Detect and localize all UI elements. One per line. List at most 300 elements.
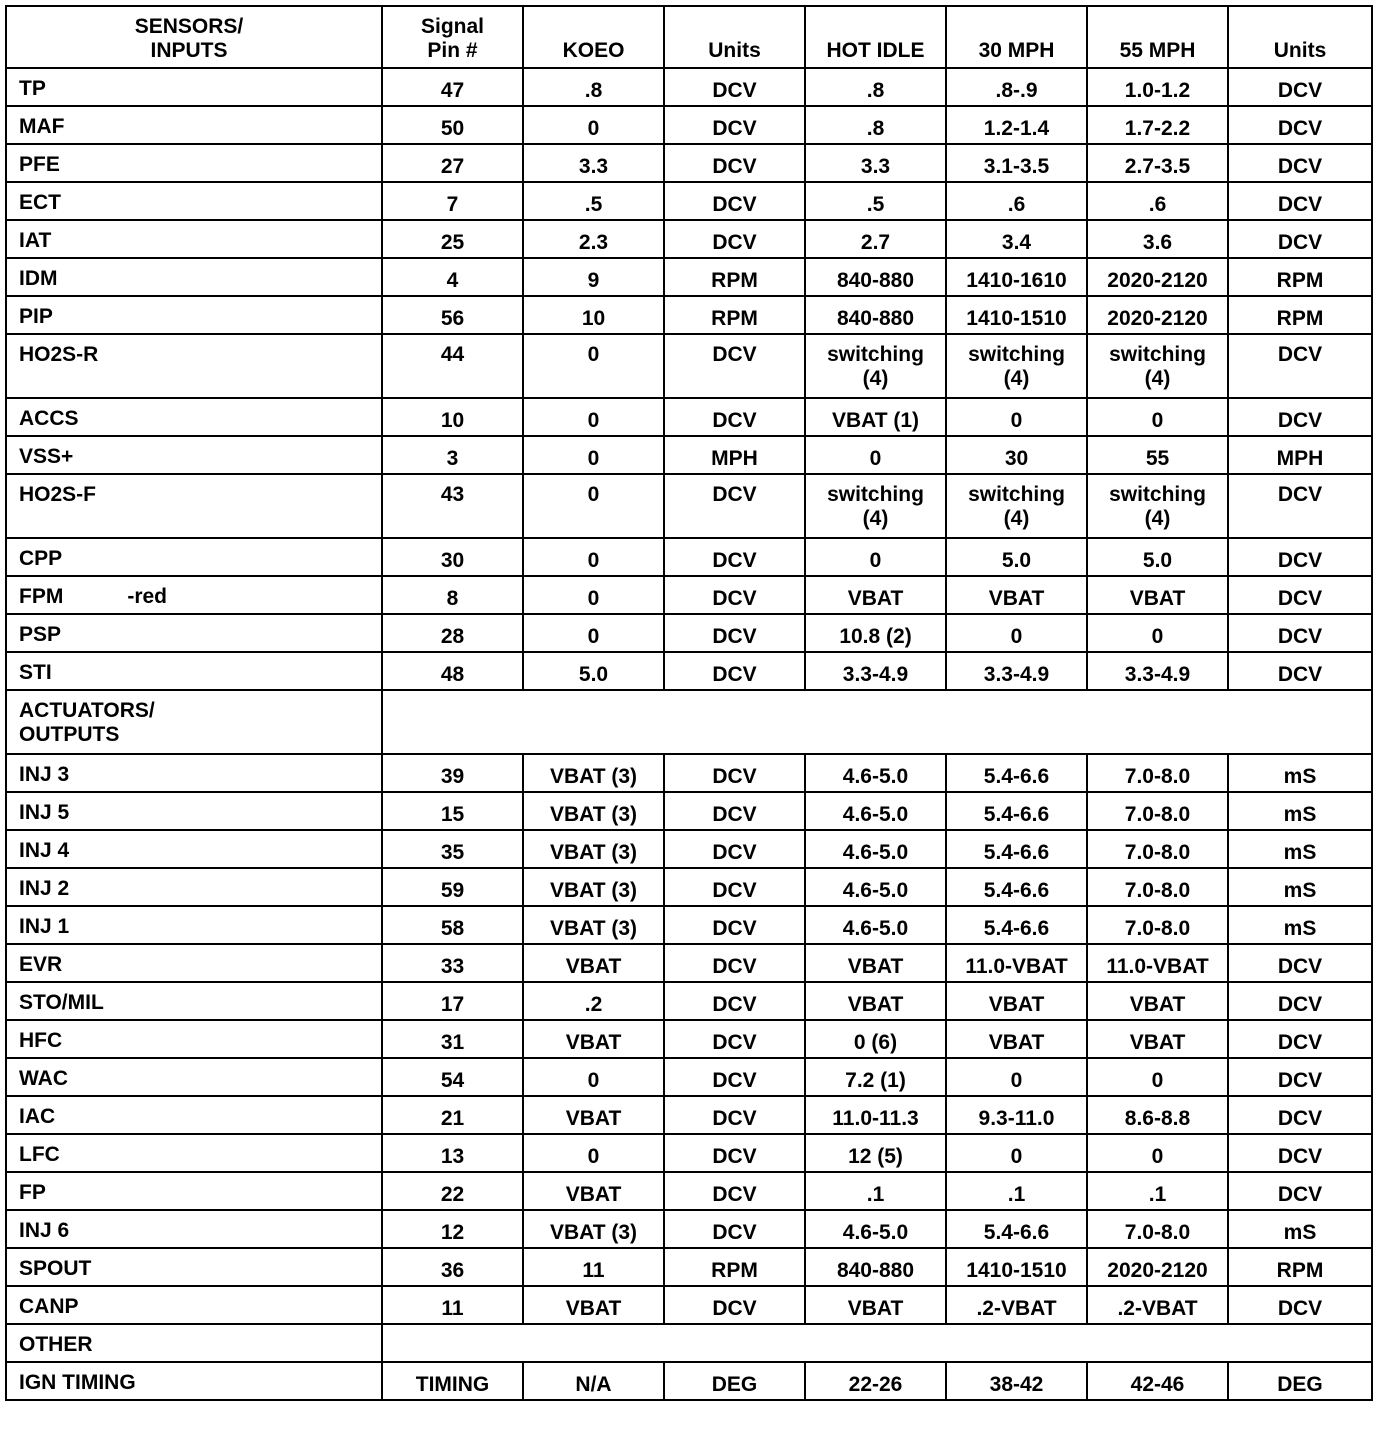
cell-30-mph bbox=[946, 538, 1087, 576]
cell-value: DCV bbox=[1277, 1069, 1323, 1092]
cell-signal-pin bbox=[382, 1210, 523, 1248]
cell-value: 54 bbox=[440, 1069, 465, 1092]
cell-units bbox=[664, 906, 805, 944]
cell-note: (4) bbox=[1144, 367, 1171, 390]
cell-value: .8-.9 bbox=[995, 79, 1038, 102]
cell-30-mph bbox=[946, 614, 1087, 652]
cell-55-mph bbox=[1087, 1210, 1228, 1248]
cell-units-2 bbox=[1228, 296, 1372, 334]
cell-units-2 bbox=[1228, 1096, 1372, 1134]
row-name-label: HO2S-F bbox=[19, 483, 97, 506]
cell-value: 21 bbox=[440, 1107, 465, 1130]
cell-value: 7.0-8.0 bbox=[1124, 917, 1191, 940]
table-row bbox=[6, 474, 1372, 538]
header-signal-line2: Pin # bbox=[427, 39, 478, 62]
cell-units-2 bbox=[1228, 398, 1372, 436]
cell-signal-pin bbox=[382, 258, 523, 296]
cell-value: VBAT (3) bbox=[549, 1221, 638, 1244]
cell-units bbox=[664, 1286, 805, 1324]
cell-value: 5.4-6.6 bbox=[983, 841, 1050, 864]
cell-value: RPM bbox=[711, 269, 758, 292]
cell-hot-idle bbox=[805, 614, 946, 652]
cell-hot-idle bbox=[805, 576, 946, 614]
cell-hot-idle bbox=[805, 68, 946, 106]
cell-55-mph bbox=[1087, 1134, 1228, 1172]
cell-value: 3 bbox=[446, 447, 459, 470]
cell-value: .5 bbox=[584, 193, 603, 216]
table-row bbox=[6, 436, 1372, 474]
cell-value: DCV bbox=[1277, 1031, 1323, 1054]
cell-hot-idle bbox=[805, 652, 946, 690]
cell-signal-pin bbox=[382, 1248, 523, 1286]
cell-30-mph bbox=[946, 1172, 1087, 1210]
table-row bbox=[6, 792, 1372, 830]
cell-value: 5.4-6.6 bbox=[983, 917, 1050, 940]
cell-hot-idle bbox=[805, 754, 946, 792]
cell-value: 7.0-8.0 bbox=[1124, 879, 1191, 902]
cell-30-mph bbox=[946, 868, 1087, 906]
cell-value: 7.0-8.0 bbox=[1124, 765, 1191, 788]
cell-value: 5.4-6.6 bbox=[983, 765, 1050, 788]
cell-value: RPM bbox=[711, 307, 758, 330]
cell-signal-pin bbox=[382, 982, 523, 1020]
cell-value: 8 bbox=[446, 587, 459, 610]
table-row bbox=[6, 1172, 1372, 1210]
row-name bbox=[6, 1020, 382, 1058]
cell-value: 43 bbox=[440, 483, 465, 506]
section-other-blank bbox=[382, 1324, 1372, 1362]
cell-value: DCV bbox=[1277, 663, 1323, 686]
cell-units bbox=[664, 1248, 805, 1286]
cell-30-mph bbox=[946, 652, 1087, 690]
table-row bbox=[6, 1286, 1372, 1324]
cell-value: 0 bbox=[869, 447, 882, 470]
cell-value: 31 bbox=[440, 1031, 465, 1054]
cell-value: DCV bbox=[1277, 343, 1323, 366]
table-row bbox=[6, 1362, 1372, 1400]
cell-koeo bbox=[523, 144, 664, 182]
cell-value: 10.8 (2) bbox=[839, 625, 912, 648]
cell-value: .8 bbox=[866, 79, 885, 102]
header-signal-pin bbox=[382, 6, 523, 68]
cell-value: DCV bbox=[1277, 483, 1323, 506]
cell-units bbox=[664, 106, 805, 144]
row-name bbox=[6, 182, 382, 220]
row-name bbox=[6, 792, 382, 830]
cell-koeo bbox=[523, 1286, 664, 1324]
table-row bbox=[6, 906, 1372, 944]
cell-30-mph bbox=[946, 68, 1087, 106]
cell-koeo bbox=[523, 1362, 664, 1400]
cell-value: DCV bbox=[712, 343, 757, 366]
cell-hot-idle bbox=[805, 182, 946, 220]
cell-value: 1.0-1.2 bbox=[1124, 79, 1191, 102]
cell-55-mph bbox=[1087, 106, 1228, 144]
cell-value: DCV bbox=[1277, 79, 1323, 102]
row-name bbox=[6, 614, 382, 652]
cell-hot-idle bbox=[805, 258, 946, 296]
cell-koeo bbox=[523, 220, 664, 258]
cell-koeo bbox=[523, 576, 664, 614]
table-row bbox=[6, 868, 1372, 906]
cell-value: VBAT (3) bbox=[549, 765, 638, 788]
table-row bbox=[6, 398, 1372, 436]
row-name-label: EVR bbox=[19, 953, 63, 976]
cell-units bbox=[664, 220, 805, 258]
cell-value: DCV bbox=[1277, 231, 1323, 254]
cell-55-mph bbox=[1087, 1096, 1228, 1134]
cell-hot-idle bbox=[805, 144, 946, 182]
cell-signal-pin bbox=[382, 868, 523, 906]
cell-signal-pin bbox=[382, 334, 523, 398]
cell-value: 5.0 bbox=[1001, 549, 1032, 572]
row-name bbox=[6, 1172, 382, 1210]
section-title-line: OUTPUTS bbox=[19, 723, 120, 746]
cell-units bbox=[664, 436, 805, 474]
section-actuators-outputs bbox=[6, 690, 1372, 754]
cell-signal-pin bbox=[382, 906, 523, 944]
cell-value: 22 bbox=[440, 1183, 465, 1206]
cell-value: DCV bbox=[712, 1221, 757, 1244]
cell-value: VBAT bbox=[847, 587, 904, 610]
cell-value: 3.4 bbox=[1001, 231, 1032, 254]
cell-value: DCV bbox=[712, 409, 757, 432]
cell-note: (4) bbox=[1003, 367, 1030, 390]
cell-units-2 bbox=[1228, 576, 1372, 614]
cell-30-mph bbox=[946, 944, 1087, 982]
cell-units-2 bbox=[1228, 1172, 1372, 1210]
cell-30-mph bbox=[946, 792, 1087, 830]
cell-55-mph bbox=[1087, 652, 1228, 690]
cell-value: 7.0-8.0 bbox=[1124, 803, 1191, 826]
cell-value: 50 bbox=[440, 117, 465, 140]
cell-55-mph bbox=[1087, 1362, 1228, 1400]
row-name bbox=[6, 1134, 382, 1172]
row-name bbox=[6, 398, 382, 436]
cell-value: RPM bbox=[1276, 307, 1324, 330]
cell-30-mph bbox=[946, 220, 1087, 258]
row-name bbox=[6, 1210, 382, 1248]
cell-55-mph bbox=[1087, 792, 1228, 830]
header-sensors-line1: SENSORS/ bbox=[134, 15, 244, 38]
cell-signal-pin bbox=[382, 1172, 523, 1210]
cell-hot-idle bbox=[805, 474, 946, 538]
cell-koeo bbox=[523, 830, 664, 868]
cell-value: 0 (6) bbox=[853, 1031, 898, 1054]
cell-signal-pin bbox=[382, 1020, 523, 1058]
cell-value: VBAT bbox=[565, 955, 622, 978]
cell-value: VBAT (1) bbox=[831, 409, 920, 432]
cell-value: MPH bbox=[711, 447, 758, 470]
cell-30-mph bbox=[946, 1362, 1087, 1400]
cell-55-mph bbox=[1087, 754, 1228, 792]
cell-value: .2-VBAT bbox=[976, 1297, 1057, 1320]
cell-value: 4.6-5.0 bbox=[842, 879, 909, 902]
cell-value: DCV bbox=[1277, 1183, 1323, 1206]
cell-koeo bbox=[523, 868, 664, 906]
cell-koeo bbox=[523, 538, 664, 576]
cell-units bbox=[664, 398, 805, 436]
cell-30-mph bbox=[946, 1286, 1087, 1324]
cell-signal-pin bbox=[382, 1362, 523, 1400]
cell-value: 44 bbox=[440, 343, 465, 366]
cell-value: DCV bbox=[712, 955, 757, 978]
cell-hot-idle bbox=[805, 868, 946, 906]
cell-value: 13 bbox=[440, 1145, 465, 1168]
cell-units bbox=[664, 1096, 805, 1134]
cell-55-mph bbox=[1087, 982, 1228, 1020]
cell-value: DCV bbox=[712, 1031, 757, 1054]
cell-units bbox=[664, 652, 805, 690]
cell-value: switching bbox=[1109, 343, 1206, 366]
header-hot-idle: HOT IDLE bbox=[805, 6, 946, 68]
cell-value: .2-VBAT bbox=[1117, 1297, 1198, 1320]
cell-hot-idle bbox=[805, 106, 946, 144]
cell-units bbox=[664, 792, 805, 830]
cell-55-mph bbox=[1087, 868, 1228, 906]
cell-units-2 bbox=[1228, 1020, 1372, 1058]
cell-value: switching bbox=[968, 483, 1065, 506]
cell-30-mph bbox=[946, 182, 1087, 220]
header-signal-line1: Signal bbox=[420, 15, 484, 38]
cell-55-mph bbox=[1087, 538, 1228, 576]
cell-value: .2 bbox=[584, 993, 603, 1016]
row-name bbox=[6, 68, 382, 106]
cell-value: 10 bbox=[440, 409, 465, 432]
cell-value: DCV bbox=[1277, 117, 1323, 140]
cell-signal-pin bbox=[382, 296, 523, 334]
cell-value: mS bbox=[1283, 1221, 1317, 1244]
cell-30-mph bbox=[946, 474, 1087, 538]
cell-value: 5.0 bbox=[1142, 549, 1173, 572]
row-name bbox=[6, 296, 382, 334]
cell-signal-pin bbox=[382, 576, 523, 614]
cell-30-mph bbox=[946, 258, 1087, 296]
cell-value: VBAT bbox=[988, 993, 1045, 1016]
cell-value: DCV bbox=[712, 587, 757, 610]
cell-value: N/A bbox=[575, 1373, 612, 1396]
cell-value: .1 bbox=[1148, 1183, 1167, 1206]
cell-value: 5.4-6.6 bbox=[983, 1221, 1050, 1244]
cell-value: 25 bbox=[440, 231, 465, 254]
cell-55-mph bbox=[1087, 220, 1228, 258]
row-name bbox=[6, 474, 382, 538]
cell-units-2 bbox=[1228, 436, 1372, 474]
cell-value: DCV bbox=[1277, 993, 1323, 1016]
cell-30-mph bbox=[946, 1134, 1087, 1172]
cell-55-mph bbox=[1087, 614, 1228, 652]
cell-55-mph bbox=[1087, 830, 1228, 868]
cell-value: RPM bbox=[1276, 269, 1324, 292]
cell-value: 2.7-3.5 bbox=[1124, 155, 1191, 178]
cell-30-mph bbox=[946, 296, 1087, 334]
cell-value: .1 bbox=[1007, 1183, 1026, 1206]
table-row bbox=[6, 754, 1372, 792]
cell-hot-idle bbox=[805, 1286, 946, 1324]
cell-value: 5.4-6.6 bbox=[983, 803, 1050, 826]
cell-value: 5.4-6.6 bbox=[983, 879, 1050, 902]
cell-value: VBAT bbox=[847, 955, 904, 978]
cell-koeo bbox=[523, 1058, 664, 1096]
cell-units bbox=[664, 1172, 805, 1210]
cell-value: 47 bbox=[440, 79, 465, 102]
cell-signal-pin bbox=[382, 1134, 523, 1172]
cell-value: DEG bbox=[1277, 1373, 1323, 1396]
cell-koeo bbox=[523, 792, 664, 830]
row-name-label: WAC bbox=[19, 1067, 68, 1090]
cell-55-mph bbox=[1087, 576, 1228, 614]
cell-value: 1.2-1.4 bbox=[983, 117, 1050, 140]
cell-value: 39 bbox=[440, 765, 465, 788]
cell-signal-pin bbox=[382, 398, 523, 436]
cell-value: 1410-1510 bbox=[966, 307, 1067, 330]
cell-hot-idle bbox=[805, 1210, 946, 1248]
cell-value: 0 bbox=[869, 549, 882, 572]
row-name bbox=[6, 754, 382, 792]
cell-koeo bbox=[523, 68, 664, 106]
cell-value: 38-42 bbox=[989, 1373, 1044, 1396]
cell-value: 22-26 bbox=[848, 1373, 903, 1396]
cell-30-mph bbox=[946, 1248, 1087, 1286]
row-name bbox=[6, 1058, 382, 1096]
cell-value: DCV bbox=[712, 1183, 757, 1206]
cell-units-2 bbox=[1228, 1210, 1372, 1248]
cell-value: DCV bbox=[712, 117, 757, 140]
cell-signal-pin bbox=[382, 68, 523, 106]
cell-value: 4.6-5.0 bbox=[842, 1221, 909, 1244]
row-name bbox=[6, 652, 382, 690]
header-sensors-line2: INPUTS bbox=[150, 39, 228, 62]
cell-value: DCV bbox=[1277, 587, 1323, 610]
cell-hot-idle bbox=[805, 1134, 946, 1172]
header-sensors-inputs bbox=[6, 6, 382, 68]
cell-hot-idle bbox=[805, 830, 946, 868]
row-name bbox=[6, 436, 382, 474]
cell-koeo bbox=[523, 474, 664, 538]
cell-value: 0 bbox=[1151, 409, 1164, 432]
cell-30-mph bbox=[946, 1020, 1087, 1058]
cell-value: 3.6 bbox=[1142, 231, 1173, 254]
cell-value: 9.3-11.0 bbox=[978, 1107, 1055, 1130]
cell-value: DCV bbox=[712, 1145, 757, 1168]
cell-koeo bbox=[523, 1020, 664, 1058]
cell-value: 35 bbox=[440, 841, 465, 864]
row-name bbox=[6, 538, 382, 576]
reference-values-table-container bbox=[5, 5, 1373, 1401]
cell-units-2 bbox=[1228, 1134, 1372, 1172]
cell-units-2 bbox=[1228, 830, 1372, 868]
cell-hot-idle bbox=[805, 1058, 946, 1096]
cell-value: DCV bbox=[712, 625, 757, 648]
cell-value: DCV bbox=[712, 803, 757, 826]
cell-value: 0 bbox=[1010, 625, 1023, 648]
cell-value: 56 bbox=[440, 307, 465, 330]
header-row bbox=[6, 6, 1372, 68]
cell-value: DCV bbox=[1277, 409, 1323, 432]
cell-value: DCV bbox=[712, 917, 757, 940]
cell-value: 7 bbox=[446, 193, 459, 216]
cell-value: mS bbox=[1283, 803, 1317, 826]
row-name-label: HFC bbox=[19, 1029, 63, 1052]
row-name bbox=[6, 1362, 382, 1400]
cell-value: VBAT bbox=[988, 1031, 1045, 1054]
cell-units bbox=[664, 474, 805, 538]
cell-value: .8 bbox=[584, 79, 603, 102]
table-row bbox=[6, 1020, 1372, 1058]
cell-value: 30 bbox=[440, 549, 465, 572]
cell-units-2 bbox=[1228, 1286, 1372, 1324]
cell-value: MPH bbox=[1276, 447, 1324, 470]
cell-30-mph bbox=[946, 754, 1087, 792]
header-units-2: Units bbox=[1228, 6, 1372, 68]
cell-value: RPM bbox=[711, 1259, 758, 1282]
cell-value: DCV bbox=[1277, 155, 1323, 178]
row-name-label: STO/MIL bbox=[19, 991, 104, 1014]
cell-30-mph bbox=[946, 906, 1087, 944]
cell-30-mph bbox=[946, 1210, 1087, 1248]
row-name-label: PIP bbox=[19, 305, 53, 328]
cell-units-2 bbox=[1228, 68, 1372, 106]
cell-value: 0 bbox=[587, 447, 600, 470]
cell-55-mph bbox=[1087, 1172, 1228, 1210]
cell-value: 11 bbox=[582, 1259, 605, 1282]
row-name-label: CPP bbox=[19, 547, 63, 570]
cell-koeo bbox=[523, 334, 664, 398]
cell-value: 0 bbox=[1151, 625, 1164, 648]
table-row bbox=[6, 182, 1372, 220]
cell-units bbox=[664, 296, 805, 334]
cell-value: 840-880 bbox=[836, 307, 915, 330]
cell-value: switching bbox=[827, 343, 924, 366]
row-name-label: INJ 4 bbox=[19, 839, 70, 862]
cell-30-mph bbox=[946, 982, 1087, 1020]
cell-units-2 bbox=[1228, 652, 1372, 690]
cell-hot-idle bbox=[805, 906, 946, 944]
row-name-label: ECT bbox=[19, 191, 61, 214]
cell-hot-idle bbox=[805, 1248, 946, 1286]
cell-55-mph bbox=[1087, 1286, 1228, 1324]
cell-value: switching bbox=[1109, 483, 1206, 506]
cell-value: 2020-2120 bbox=[1107, 1259, 1208, 1282]
section-actuators-outputs-blank bbox=[382, 690, 1372, 754]
header-units: Units bbox=[664, 6, 805, 68]
cell-value: VBAT bbox=[847, 993, 904, 1016]
cell-signal-pin bbox=[382, 474, 523, 538]
cell-signal-pin bbox=[382, 944, 523, 982]
row-name bbox=[6, 1096, 382, 1134]
row-name-label: IDM bbox=[19, 267, 58, 290]
row-name-label: IAT bbox=[19, 229, 52, 252]
cell-units bbox=[664, 1058, 805, 1096]
cell-value: 48 bbox=[440, 663, 465, 686]
cell-30-mph bbox=[946, 144, 1087, 182]
cell-value: DCV bbox=[712, 483, 757, 506]
cell-units bbox=[664, 1362, 805, 1400]
cell-koeo bbox=[523, 436, 664, 474]
cell-signal-pin bbox=[382, 220, 523, 258]
section-other-title bbox=[6, 1324, 382, 1362]
cell-units bbox=[664, 1020, 805, 1058]
cell-signal-pin bbox=[382, 182, 523, 220]
cell-units-2 bbox=[1228, 474, 1372, 538]
cell-signal-pin bbox=[382, 1096, 523, 1134]
cell-value: 3.3-4.9 bbox=[1124, 663, 1191, 686]
cell-value: 0 bbox=[587, 409, 600, 432]
cell-value: DCV bbox=[1277, 955, 1323, 978]
cell-value: DCV bbox=[712, 231, 757, 254]
cell-30-mph bbox=[946, 398, 1087, 436]
cell-value: 0 bbox=[587, 549, 600, 572]
